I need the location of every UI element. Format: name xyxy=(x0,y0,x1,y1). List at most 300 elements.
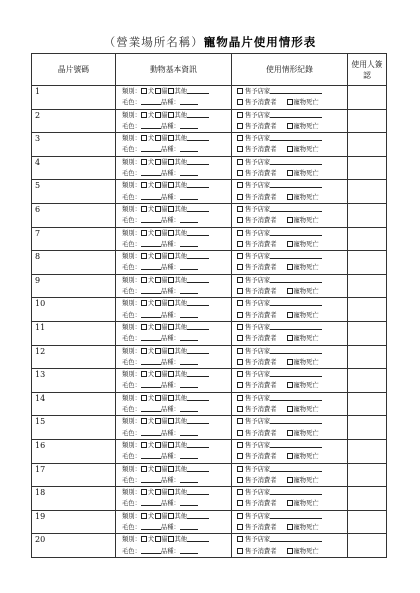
color-breed-line xyxy=(116,192,231,203)
sold-to-consumer-checkbox[interactable] xyxy=(237,217,243,223)
store-name-blank[interactable] xyxy=(270,394,322,401)
breed-blank[interactable] xyxy=(180,169,198,176)
store-name-blank[interactable] xyxy=(270,441,322,448)
usage-record-cell xyxy=(232,534,348,558)
sold-to-store-checkbox[interactable] xyxy=(237,159,243,165)
breed-label: 品種： xyxy=(160,453,180,461)
pet-died-checkbox[interactable] xyxy=(287,99,293,105)
chip-number-cell[interactable] xyxy=(32,321,116,345)
dog-checkbox[interactable] xyxy=(141,418,147,424)
chip-number-cell[interactable] xyxy=(32,416,116,440)
other-blank[interactable] xyxy=(187,535,209,542)
usage-record-cell xyxy=(232,156,348,180)
row-number: 11 xyxy=(35,322,46,332)
cat-checkbox[interactable] xyxy=(155,395,161,401)
dog-checkbox[interactable] xyxy=(141,300,147,306)
pet-died-checkbox[interactable] xyxy=(287,194,293,200)
breed-blank[interactable] xyxy=(180,145,198,152)
chip-number-cell[interactable] xyxy=(32,203,116,227)
sold-to-store-checkbox[interactable] xyxy=(237,300,243,306)
breed-label: 品種： xyxy=(160,170,180,178)
pet-died-checkbox[interactable] xyxy=(287,430,293,436)
table-row xyxy=(32,298,387,322)
breed-label: 品種： xyxy=(160,311,180,319)
pet-died-checkbox[interactable] xyxy=(287,264,293,270)
color-blank[interactable] xyxy=(141,429,161,436)
form-title-main: 寵物晶片使用情形表 xyxy=(203,35,317,49)
cat-label: 貓 xyxy=(161,276,168,284)
store-name-blank[interactable] xyxy=(270,276,322,283)
breed-blank[interactable] xyxy=(180,193,198,200)
cat-checkbox[interactable] xyxy=(155,536,161,542)
chip-number-cell[interactable] xyxy=(32,345,116,369)
other-blank[interactable] xyxy=(187,205,209,212)
sold-to-consumer-checkbox[interactable] xyxy=(237,500,243,506)
breed-blank[interactable] xyxy=(180,499,198,506)
sold-to-store-checkbox[interactable] xyxy=(237,88,243,94)
sold-to-consumer-checkbox[interactable] xyxy=(237,430,243,436)
other-blank[interactable] xyxy=(187,134,209,141)
chip-number-cell[interactable] xyxy=(32,133,116,157)
sold-to-store-checkbox[interactable] xyxy=(237,489,243,495)
color-breed-line xyxy=(116,546,231,557)
cat-checkbox[interactable] xyxy=(155,371,161,377)
pet-died-checkbox[interactable] xyxy=(287,288,293,294)
cat-checkbox[interactable] xyxy=(155,466,161,472)
cat-checkbox[interactable] xyxy=(155,489,161,495)
store-name-blank[interactable] xyxy=(270,323,322,330)
breed-label: 品種： xyxy=(160,193,180,201)
pet-died-label: 寵物死亡 xyxy=(293,288,319,296)
cat-label: 貓 xyxy=(161,512,168,520)
user-signature-cell[interactable] xyxy=(348,180,387,204)
other-blank[interactable] xyxy=(187,323,209,330)
color-blank[interactable] xyxy=(141,452,161,459)
color-blank[interactable] xyxy=(141,193,161,200)
sold-to-consumer-checkbox[interactable] xyxy=(237,264,243,270)
color-blank[interactable] xyxy=(141,499,161,506)
store-name-blank[interactable] xyxy=(270,299,322,306)
color-label: 毛色： xyxy=(122,146,141,154)
user-signature-cell[interactable] xyxy=(348,392,387,416)
color-blank[interactable] xyxy=(141,311,161,318)
user-signature-cell[interactable] xyxy=(348,345,387,369)
cat-checkbox[interactable] xyxy=(155,513,161,519)
color-blank[interactable] xyxy=(141,381,161,388)
animal-info-cell xyxy=(116,369,232,393)
sold-to-store-checkbox[interactable] xyxy=(237,324,243,330)
pet-died-checkbox[interactable] xyxy=(287,500,293,506)
color-blank[interactable] xyxy=(141,169,161,176)
store-name-blank[interactable] xyxy=(270,181,322,188)
color-label: 毛色： xyxy=(122,335,141,343)
chip-number-cell[interactable] xyxy=(32,392,116,416)
sold-to-consumer-checkbox[interactable] xyxy=(237,335,243,341)
chip-number-cell[interactable] xyxy=(32,298,116,322)
usage-record-cell xyxy=(232,416,348,440)
sold-to-store-checkbox[interactable] xyxy=(237,277,243,283)
sold-to-store-checkbox[interactable] xyxy=(237,206,243,212)
pet-died-checkbox[interactable] xyxy=(287,524,293,530)
user-signature-cell[interactable] xyxy=(348,251,387,275)
pet-died-checkbox[interactable] xyxy=(287,123,293,129)
store-name-blank[interactable] xyxy=(270,229,322,236)
color-label: 毛色： xyxy=(122,264,141,272)
pet-died-checkbox[interactable] xyxy=(287,548,293,554)
store-name-blank[interactable] xyxy=(270,512,322,519)
sold-to-store-checkbox[interactable] xyxy=(237,371,243,377)
breed-blank[interactable] xyxy=(180,429,198,436)
other-blank[interactable] xyxy=(187,111,209,118)
sold-to-store-line xyxy=(232,86,347,97)
user-signature-cell[interactable] xyxy=(348,369,387,393)
category-line xyxy=(116,275,231,286)
other-blank[interactable] xyxy=(187,394,209,401)
other-blank[interactable] xyxy=(187,347,209,354)
cat-checkbox[interactable] xyxy=(155,206,161,212)
sold-to-consumer-label: 售予消費者 xyxy=(245,170,277,178)
other-label: 其他 xyxy=(174,394,188,402)
breed-blank[interactable] xyxy=(180,523,198,530)
user-signature-cell[interactable] xyxy=(348,487,387,511)
user-signature-cell[interactable] xyxy=(348,203,387,227)
breed-blank[interactable] xyxy=(180,405,198,412)
chip-number-cell[interactable] xyxy=(32,86,116,110)
table-row xyxy=(32,180,387,204)
breed-blank[interactable] xyxy=(180,547,198,554)
color-breed-line xyxy=(116,404,231,415)
breed-blank[interactable] xyxy=(180,216,198,223)
breed-blank[interactable] xyxy=(180,381,198,388)
dog-label: 犬 xyxy=(147,465,155,473)
store-name-blank[interactable] xyxy=(270,134,322,141)
sold-to-store-checkbox[interactable] xyxy=(237,395,243,401)
sold-to-store-checkbox[interactable] xyxy=(237,253,243,259)
dog-checkbox[interactable] xyxy=(141,371,147,377)
color-blank[interactable] xyxy=(141,358,161,365)
other-blank[interactable] xyxy=(187,229,209,236)
color-blank[interactable] xyxy=(141,98,161,105)
sold-to-consumer-label: 售予消費者 xyxy=(245,476,277,484)
breed-blank[interactable] xyxy=(180,287,198,294)
pet-died-checkbox[interactable] xyxy=(287,406,293,412)
sold-to-store-line xyxy=(232,133,347,144)
cat-checkbox[interactable] xyxy=(155,88,161,94)
animal-info-cell xyxy=(116,487,232,511)
other-blank[interactable] xyxy=(187,276,209,283)
user-signature-cell[interactable] xyxy=(348,463,387,487)
sold-to-consumer-checkbox[interactable] xyxy=(237,382,243,388)
sold-to-store-checkbox[interactable] xyxy=(237,418,243,424)
other-blank[interactable] xyxy=(187,417,209,424)
dog-checkbox[interactable] xyxy=(141,513,147,519)
chip-number-cell[interactable] xyxy=(32,251,116,275)
category-line xyxy=(116,346,231,357)
other-label: 其他 xyxy=(174,276,188,284)
user-signature-cell[interactable] xyxy=(348,133,387,157)
cat-checkbox[interactable] xyxy=(155,112,161,118)
breed-blank[interactable] xyxy=(180,311,198,318)
user-signature-cell[interactable] xyxy=(348,439,387,463)
user-signature-cell[interactable] xyxy=(348,227,387,251)
color-breed-line xyxy=(116,428,231,439)
color-blank[interactable] xyxy=(141,523,161,530)
dog-label: 犬 xyxy=(147,111,155,119)
cat-checkbox[interactable] xyxy=(155,230,161,236)
color-blank[interactable] xyxy=(141,263,161,270)
dog-checkbox[interactable] xyxy=(141,253,147,259)
header-usage-record: 使用情形紀錄 xyxy=(232,54,348,86)
sold-to-consumer-checkbox[interactable] xyxy=(237,406,243,412)
chip-number-cell[interactable] xyxy=(32,487,116,511)
color-blank[interactable] xyxy=(141,405,161,412)
breed-label: 品種： xyxy=(160,382,180,390)
store-name-blank[interactable] xyxy=(270,205,322,212)
cat-label: 貓 xyxy=(161,536,168,544)
other-label: 其他 xyxy=(174,418,188,426)
dog-checkbox[interactable] xyxy=(141,206,147,212)
chip-number-cell[interactable] xyxy=(32,156,116,180)
cat-checkbox[interactable] xyxy=(155,277,161,283)
color-label: 毛色： xyxy=(122,311,141,319)
user-signature-cell[interactable] xyxy=(348,416,387,440)
color-blank[interactable] xyxy=(141,145,161,152)
animal-info-cell xyxy=(116,203,232,227)
sold-to-store-line xyxy=(232,251,347,262)
consumer-death-line xyxy=(232,262,347,273)
dog-checkbox[interactable] xyxy=(141,442,147,448)
other-blank[interactable] xyxy=(187,252,209,259)
chip-number-cell[interactable] xyxy=(32,463,116,487)
pet-died-checkbox[interactable] xyxy=(287,477,293,483)
row-number: 5 xyxy=(35,181,41,191)
dog-checkbox[interactable] xyxy=(141,348,147,354)
dog-checkbox[interactable] xyxy=(141,88,147,94)
store-name-blank[interactable] xyxy=(270,488,322,495)
sold-to-store-line xyxy=(232,369,347,380)
cat-label: 貓 xyxy=(161,347,168,355)
sold-to-consumer-checkbox[interactable] xyxy=(237,146,243,152)
cat-checkbox[interactable] xyxy=(155,159,161,165)
other-label: 其他 xyxy=(174,229,188,237)
cat-checkbox[interactable] xyxy=(155,300,161,306)
sold-to-consumer-checkbox[interactable] xyxy=(237,312,243,318)
breed-label: 品種： xyxy=(160,429,180,437)
usage-record-cell xyxy=(232,86,348,110)
row-number: 6 xyxy=(35,204,41,214)
other-label: 其他 xyxy=(174,158,188,166)
user-signature-cell[interactable] xyxy=(348,534,387,558)
table-row xyxy=(32,392,387,416)
dog-checkbox[interactable] xyxy=(141,395,147,401)
breed-label: 品種： xyxy=(160,264,180,272)
user-signature-cell[interactable] xyxy=(348,274,387,298)
sold-to-consumer-checkbox[interactable] xyxy=(237,241,243,247)
chip-number-cell[interactable] xyxy=(32,109,116,133)
table-row xyxy=(32,274,387,298)
cat-checkbox[interactable] xyxy=(155,442,161,448)
usage-record-cell xyxy=(232,487,348,511)
other-blank[interactable] xyxy=(187,181,209,188)
breed-blank[interactable] xyxy=(180,358,198,365)
dog-checkbox[interactable] xyxy=(141,489,147,495)
chip-number-cell[interactable] xyxy=(32,227,116,251)
sold-to-store-checkbox[interactable] xyxy=(237,348,243,354)
sold-to-store-checkbox[interactable] xyxy=(237,466,243,472)
dog-label: 犬 xyxy=(147,88,155,95)
store-name-blank[interactable] xyxy=(270,252,322,259)
color-blank[interactable] xyxy=(141,476,161,483)
animal-info-cell xyxy=(116,321,232,345)
store-name-blank[interactable] xyxy=(270,370,322,377)
dog-checkbox[interactable] xyxy=(141,159,147,165)
color-blank[interactable] xyxy=(141,240,161,247)
dog-checkbox[interactable] xyxy=(141,135,147,141)
dog-checkbox[interactable] xyxy=(141,466,147,472)
cat-checkbox[interactable] xyxy=(155,182,161,188)
color-blank[interactable] xyxy=(141,216,161,223)
pet-died-label: 寵物死亡 xyxy=(293,311,319,319)
dog-checkbox[interactable] xyxy=(141,112,147,118)
dog-checkbox[interactable] xyxy=(141,182,147,188)
pet-died-checkbox[interactable] xyxy=(287,170,293,176)
user-signature-cell[interactable] xyxy=(348,298,387,322)
sold-to-consumer-checkbox[interactable] xyxy=(237,548,243,554)
user-signature-cell[interactable] xyxy=(348,86,387,110)
color-blank[interactable] xyxy=(141,547,161,554)
breed-label: 品種： xyxy=(160,500,180,508)
sold-to-consumer-checkbox[interactable] xyxy=(237,453,243,459)
color-blank[interactable] xyxy=(141,122,161,129)
other-blank[interactable] xyxy=(187,465,209,472)
breed-blank[interactable] xyxy=(180,334,198,341)
store-name-blank[interactable] xyxy=(270,347,322,354)
user-signature-cell[interactable] xyxy=(348,109,387,133)
pet-died-checkbox[interactable] xyxy=(287,335,293,341)
cat-checkbox[interactable] xyxy=(155,348,161,354)
sold-to-consumer-checkbox[interactable] xyxy=(237,99,243,105)
sold-to-consumer-checkbox[interactable] xyxy=(237,359,243,365)
breed-blank[interactable] xyxy=(180,240,198,247)
other-blank[interactable] xyxy=(187,370,209,377)
breed-blank[interactable] xyxy=(180,263,198,270)
pet-died-checkbox[interactable] xyxy=(287,217,293,223)
chip-number-cell[interactable] xyxy=(32,510,116,534)
other-blank[interactable] xyxy=(187,299,209,306)
usage-record-cell xyxy=(232,392,348,416)
sold-to-store-checkbox[interactable] xyxy=(237,536,243,542)
breed-blank[interactable] xyxy=(180,122,198,129)
pet-died-checkbox[interactable] xyxy=(287,312,293,318)
pet-died-checkbox[interactable] xyxy=(287,382,293,388)
other-blank[interactable] xyxy=(187,441,209,448)
consumer-death-line xyxy=(232,97,347,108)
other-blank[interactable] xyxy=(187,512,209,519)
category-label: 類別： xyxy=(122,347,141,355)
sold-to-consumer-checkbox[interactable] xyxy=(237,288,243,294)
color-blank[interactable] xyxy=(141,287,161,294)
chip-number-cell[interactable] xyxy=(32,439,116,463)
user-signature-cell[interactable] xyxy=(348,510,387,534)
color-blank[interactable] xyxy=(141,334,161,341)
sold-to-store-checkbox[interactable] xyxy=(237,442,243,448)
row-number: 15 xyxy=(35,417,46,427)
row-number: 2 xyxy=(35,110,41,120)
usage-record-cell xyxy=(232,369,348,393)
sold-to-consumer-checkbox[interactable] xyxy=(237,524,243,530)
chip-number-cell[interactable] xyxy=(32,274,116,298)
chip-number-cell[interactable] xyxy=(32,369,116,393)
user-signature-cell[interactable] xyxy=(348,321,387,345)
breed-blank[interactable] xyxy=(180,476,198,483)
other-blank[interactable] xyxy=(187,87,209,94)
consumer-death-line xyxy=(232,357,347,368)
store-name-blank[interactable] xyxy=(270,111,322,118)
sold-to-consumer-label: 售予消費者 xyxy=(245,193,277,201)
sold-to-store-line xyxy=(232,228,347,239)
category-label: 類別： xyxy=(122,418,141,426)
color-breed-line xyxy=(116,239,231,250)
other-blank[interactable] xyxy=(187,488,209,495)
cat-label: 貓 xyxy=(161,489,168,497)
store-name-blank[interactable] xyxy=(270,535,322,542)
dog-label: 犬 xyxy=(147,512,155,520)
sold-to-store-checkbox[interactable] xyxy=(237,182,243,188)
sold-to-consumer-checkbox[interactable] xyxy=(237,123,243,129)
pet-died-checkbox[interactable] xyxy=(287,453,293,459)
sold-to-store-checkbox[interactable] xyxy=(237,112,243,118)
cat-checkbox[interactable] xyxy=(155,324,161,330)
chip-number-cell[interactable] xyxy=(32,534,116,558)
store-name-blank[interactable] xyxy=(270,87,322,94)
dog-checkbox[interactable] xyxy=(141,536,147,542)
sold-to-store-checkbox[interactable] xyxy=(237,230,243,236)
pet-died-checkbox[interactable] xyxy=(287,241,293,247)
breed-blank[interactable] xyxy=(180,98,198,105)
store-name-blank[interactable] xyxy=(270,158,322,165)
breed-label: 品種： xyxy=(160,146,180,154)
table-row xyxy=(32,439,387,463)
table-row xyxy=(32,345,387,369)
chip-number-cell[interactable] xyxy=(32,180,116,204)
cat-checkbox[interactable] xyxy=(155,135,161,141)
category-line xyxy=(116,180,231,191)
sold-to-consumer-checkbox[interactable] xyxy=(237,194,243,200)
pet-died-checkbox[interactable] xyxy=(287,146,293,152)
dog-checkbox[interactable] xyxy=(141,324,147,330)
sold-to-store-checkbox[interactable] xyxy=(237,513,243,519)
cat-checkbox[interactable] xyxy=(155,418,161,424)
breed-blank[interactable] xyxy=(180,452,198,459)
sold-to-store-label: 售予店家 xyxy=(245,111,271,119)
sold-to-consumer-label: 售予消費者 xyxy=(245,500,277,508)
store-name-blank[interactable] xyxy=(270,465,322,472)
other-label: 其他 xyxy=(174,347,188,355)
cat-checkbox[interactable] xyxy=(155,253,161,259)
user-signature-cell[interactable] xyxy=(348,156,387,180)
color-breed-line xyxy=(116,262,231,273)
store-name-blank[interactable] xyxy=(270,417,322,424)
sold-to-consumer-checkbox[interactable] xyxy=(237,170,243,176)
dog-checkbox[interactable] xyxy=(141,277,147,283)
sold-to-consumer-checkbox[interactable] xyxy=(237,477,243,483)
other-blank[interactable] xyxy=(187,158,209,165)
sold-to-store-checkbox[interactable] xyxy=(237,135,243,141)
pet-died-label: 寵物死亡 xyxy=(293,122,319,130)
consumer-death-line xyxy=(232,522,347,533)
pet-died-checkbox[interactable] xyxy=(287,359,293,365)
dog-checkbox[interactable] xyxy=(141,230,147,236)
